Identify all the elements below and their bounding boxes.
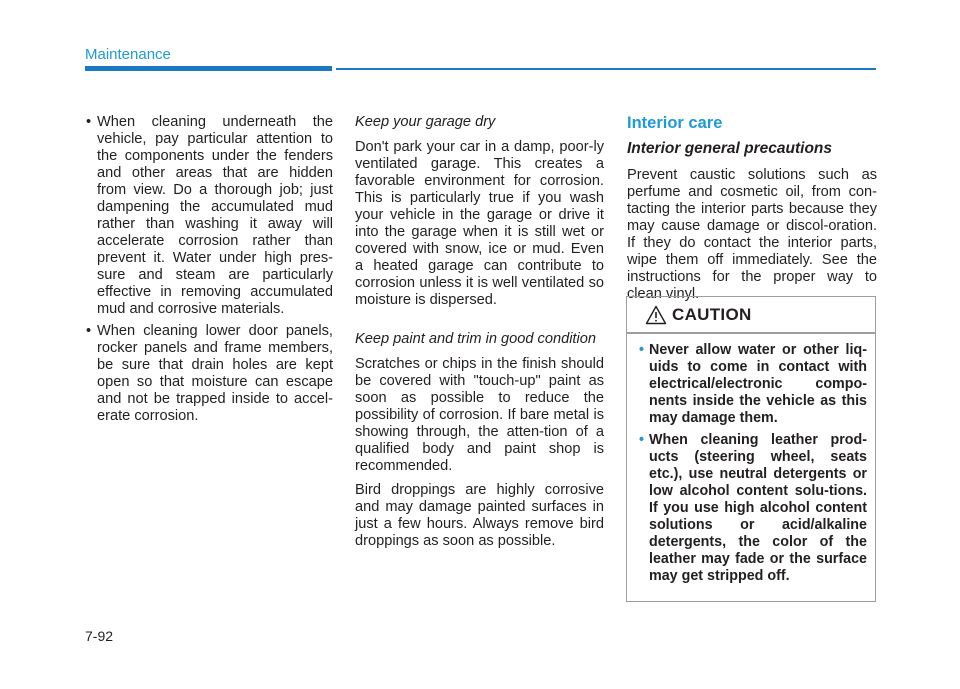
caution-list bbox=[639, 342, 867, 590]
list-item: • When cleaning lower door panels, rocker panels and frame members, be sure that drain holes are kept open so that moisture can escape and not be trapped inside to accel-erate corrosion. bbox=[85, 323, 333, 425]
interior-care-heading: Interior care bbox=[627, 114, 723, 132]
header-rule-thin bbox=[336, 68, 876, 70]
interior-precautions-heading: Interior general precautions bbox=[627, 140, 832, 157]
caution-label: CAUTION bbox=[672, 305, 752, 324]
caution-header bbox=[645, 305, 752, 325]
page-section-title: Maintenance bbox=[85, 46, 171, 63]
column-left bbox=[85, 114, 333, 430]
list-item: • When cleaning underneath the vehicle, pay particular attention to the components under the fenders and other areas that are hidden from view. Do a thorough job; just dampening the accumulated mud rather than washing it away will accelerate corrosion rather than prevent it. Water under high pres-sure and steam are particularly effective in removing accumulated mud and corrosive materials. bbox=[85, 114, 333, 318]
paint-paragraph-2: Bird droppings are highly corrosive and may damage painted surfaces in just a few hours. Always remove bird droppings as soon as possible. bbox=[355, 482, 604, 549]
column-right bbox=[627, 114, 877, 310]
warning-triangle-icon bbox=[645, 305, 667, 325]
list-item: • When cleaning leather prod-ucts (steering wheel, seats etc.), use neutral detergents or low alcohol content solu-tions. If you use high alcohol content solutions or acid/alkaline detergents, the color of the leather may fade or the surface may get stripped off. bbox=[639, 432, 867, 585]
page-number: 7-92 bbox=[85, 628, 114, 644]
column-middle bbox=[355, 114, 604, 557]
garage-heading: Keep your garage dry bbox=[355, 114, 496, 130]
paint-heading: Keep paint and trim in good condition bbox=[355, 331, 596, 347]
list-item: • Never allow water or other liq-uids to come in contact with electrical/electronic compo-nents inside the vehicle as this may damage them. bbox=[639, 342, 867, 427]
cleaning-bullet-list bbox=[85, 114, 333, 425]
caution-divider bbox=[627, 332, 875, 334]
paint-paragraph-1: Scratches or chips in the finish should be covered with "touch-up" paint as soon as possible to reduce the possibility of corrosion. If bare metal is showing through, the atten-tion of a qualified body and paint shop is recommended. bbox=[355, 356, 604, 474]
caution-box bbox=[626, 296, 876, 602]
header-rule-thick bbox=[85, 66, 332, 71]
interior-paragraph: Prevent caustic solutions such as perfume and cosmetic oil, from con-tacting the interior parts because they may cause damage or discol-oration. If they do contact the interior parts, wipe them off immediately. See the instructions for the proper way to clean vinyl. bbox=[627, 167, 877, 302]
garage-paragraph: Don't park your car in a damp, poor-ly ventilated garage. This creates a favorable environment for corrosion. This is particularly true if you wash your vehicle in the garage or drive it into the garage when it is still wet or covered with snow, ice or mud. Even a heated garage can contribute to corrosion unless it is well ventilated so moisture is dispersed. bbox=[355, 139, 604, 308]
